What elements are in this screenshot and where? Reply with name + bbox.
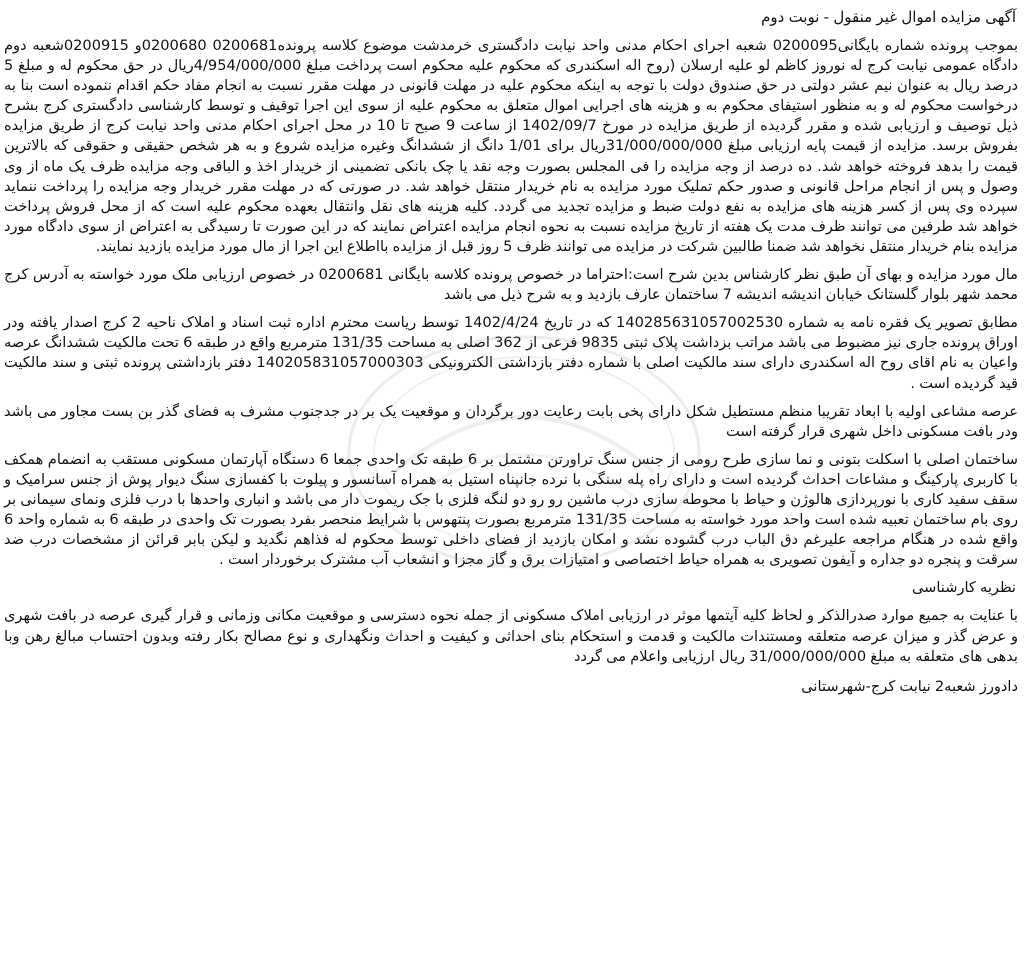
paragraph-registry-letter [4, 313, 1018, 393]
paragraph-execution-order [4, 36, 1018, 257]
signature-line: دادورز شعبه2 نیابت کرج-شهرستانی [801, 677, 1018, 695]
paragraph-land-description [4, 402, 1018, 442]
auction-notice-document [4, 2, 1018, 974]
notice-title: آگهی مزایده اموال غیر منقول - نوبت دوم [761, 8, 1016, 26]
paragraph-expert-opinion [4, 606, 1018, 666]
paragraph-text: با عنایت به جمیع موارد صدرالذکر و لحاظ کلیه آیتمها موثر در ارزیابی املاک مسکونی از جمله نحوه دسترسی و موقعیت مکانی وزمانی و قرار گیری عرصه در بافت شهری و عرض گذر و میزان عرصه متعلقه ومستندات مالکیت و قدمت و استحکام بنای احداثی و کیفیت و احداث ونگهداری و نوع مصالح بکار رفته وبدون احتساب مبالغ رهن وبا بدهی های متعلقه به مبلغ 31/000/000/000 ریال ارزیابی واعلام می گردد [4, 607, 1018, 665]
paragraph-text: ساختمان اصلی با اسکلت بتونی و نما سازی طرح رومی از جنس سنگ تراورتن مشتمل بر 6 طبقه تک واحدی جمعا 6 دستگاه آپارتمان مسکونی مستقب به انضمام همکف با کاربری پارکینگ و مشاعات احداث گردیده است و دارای راه پله سنگی با نرده جانپناه استیل به همراه آسانسور و پیلوت با کفسازی سنگ دیوار پوش از جنس سرامیک و سقف سفید کاری با نورپردازی هالوژن و حیاط با محوطه سازی درب ماشین رو رو دو لنگه فلزی با جک ریموت دار می باشد و انباری واحدها با درب فلزی ونمای سیمانی بر روی بام ساختمان تعبیه شده است واحد مورد خواسته به مساحت 131/35 مترمربع بصورت پنتهوس با شرایط منحصر بفرد بصورت تک واحدی در طبقه 6 به شماره واحد 6 واقع شده در هنگام مراجعه علیرغم دق الباب درب گشوده نشد و امکان بازدید از فضای داخلی توسط محکوم له فذاهم نگدید و لیکن بابر قرائن از مشخصات درب ضد سرقت و پنجره دو جداره و آیفون تصویری به همراه حیاط اختصاصی و امتیازات برق و گاز مجزا و انشعاب آب مشترک برخوردار است . [4, 450, 1019, 569]
paragraph-text: بموجب پرونده شماره بایگانی0200095 شعبه اجرای احکام مدنی واحد نیابت دادگستری خرمدشت موضوع کلاسه پرونده0200681 0200680و 0200915شعبه دوم دادگاه عمومی نیابت کرج له نوروز کاظم لو علیه ارسلان (روح اله اسکندری که محکوم علیه محکوم است پرداخت مبلغ 4/954/000/000ریال در حق محکوم له و مبلغ 5 درصد ریال به عنوان نیم عشر دولتی در حق صندوق دولت با توجه به اینکه محکوم علیه در مهلت قانونی در مهلت مقرر نسبت به انجام مفاد حکم اقدام ننموده است بنا به درخواست محکوم له و به منظور استیفای محکوم به و هزینه های اجرایی اموال متعلق به محکوم علیه از سوی این اجرا توقیف و توسط کارشناسی دادگستری کرج بشرح ذیل توصیف و ارزیابی شده و مقرر گردیده از طریق مزایده در مورخ 1402/09/7 از ساعت 9 صبح تا 10 در محل اجرای احکام مدنی واحد نیابت کرج از طریق مزایده بفروش برسد. مزایده از قیمت پایه ارزیابی مبلغ 31/000/000/000ریال برای 1/01 دانگ از ششدانگ وغیره مزایده شروع و به هر شخص حقیقی و حقوقی که بالاترین قیمت را بدهد فروخته خواهد شد. ده درصد از وجه مزایده را فی المجلس بصورت وجه نقد یا چک بانکی تضمینی از خریدار اخذ و الباقی وجه مزایده ظرف یک ماه از وی وصول و پس از انجام مراحل قانونی و صدور حکم تملیک مورد مزایده به نام خریدار منتقل خواهد شد. در صورتی که در مهلت مقرر خریدار وجه مزایده را پرداخت ننماید سپرده وی پس از کسر هزینه های مزایده به نفع دولت ضبط و مزایده تجدید می گردد. کلیه هزینه های نقل وانتقال بعهده محکوم علیه است که از محل فروش پرداخت خواهد شد طرفین می توانند ظرف مدت یک هفته از تاریخ مزایده نسبت به نحوه انجام مزایده اعتراض نمایند که در این صورت تا رسیدگی به اعتراض از سوی دادگاه مورد مزایده بنام خریدار منتقل نخواهد شد ضمنا طالبین شرکت در مزایده می توانند ظرف 5 روز قبل از مزایده بااطلاع این اجرا از مال مورد مزایده بازدید نمایند. [4, 37, 1019, 255]
paragraph-property-address [4, 265, 1018, 305]
expert-opinion-heading: نظریه کارشناسی [911, 579, 1016, 597]
paragraph-text: مال مورد مزایده و بهای آن طبق نظر کارشناس بدین شرح است:احتراما در خصوص پرونده کلاسه بایگانی 0200681 در خصوص ارزیابی ملک مورد خواسته به آدرس کرج محمد شهر بلوار گلستانک خیابان اندیشه اندیشه 7 ساختمان عارف بازدید و به شرح ذیل می باشد [4, 266, 1018, 304]
paragraph-building-description [4, 450, 1018, 571]
paragraph-text: مطابق تصویر یک فقره نامه به شماره 140285631057002530 که در تاریخ 1402/4/24 توسط ریاست محترم اداره ثبت اسناد و املاک ناحیه 2 کرج اصدار یافته ودر اوراق پرونده جاری نیز مضبوط می باشد مراتب بزداشت پلاک ثبتی 9835 فرعی از 362 اصلی به مساحت 131/35 مترمربع واقع در طبقه 6 تحت مالکیت ششدانگ عرصه واعیان به نام اقای روح اله اسکندری دارای سند مالکیت اصلی با شماره دفتر بازداشتی الکترونیکی 140205831057000303 دفتر بازداشتی پرونده ثبتی و سند مالکیت قید گردیده است . [4, 314, 1018, 392]
paragraph-text: عرصه مشاعی اولیه با ابعاد تقریبا منظم مستطیل شکل دارای پخی بابت رعایت دور برگردان و موقعیت یک بر در جدجنوب مشرف به فضای گذر بن بست مجاور می باشد ودر بافت مسکونی داخل شهری قرار گرفته است [4, 402, 1018, 440]
